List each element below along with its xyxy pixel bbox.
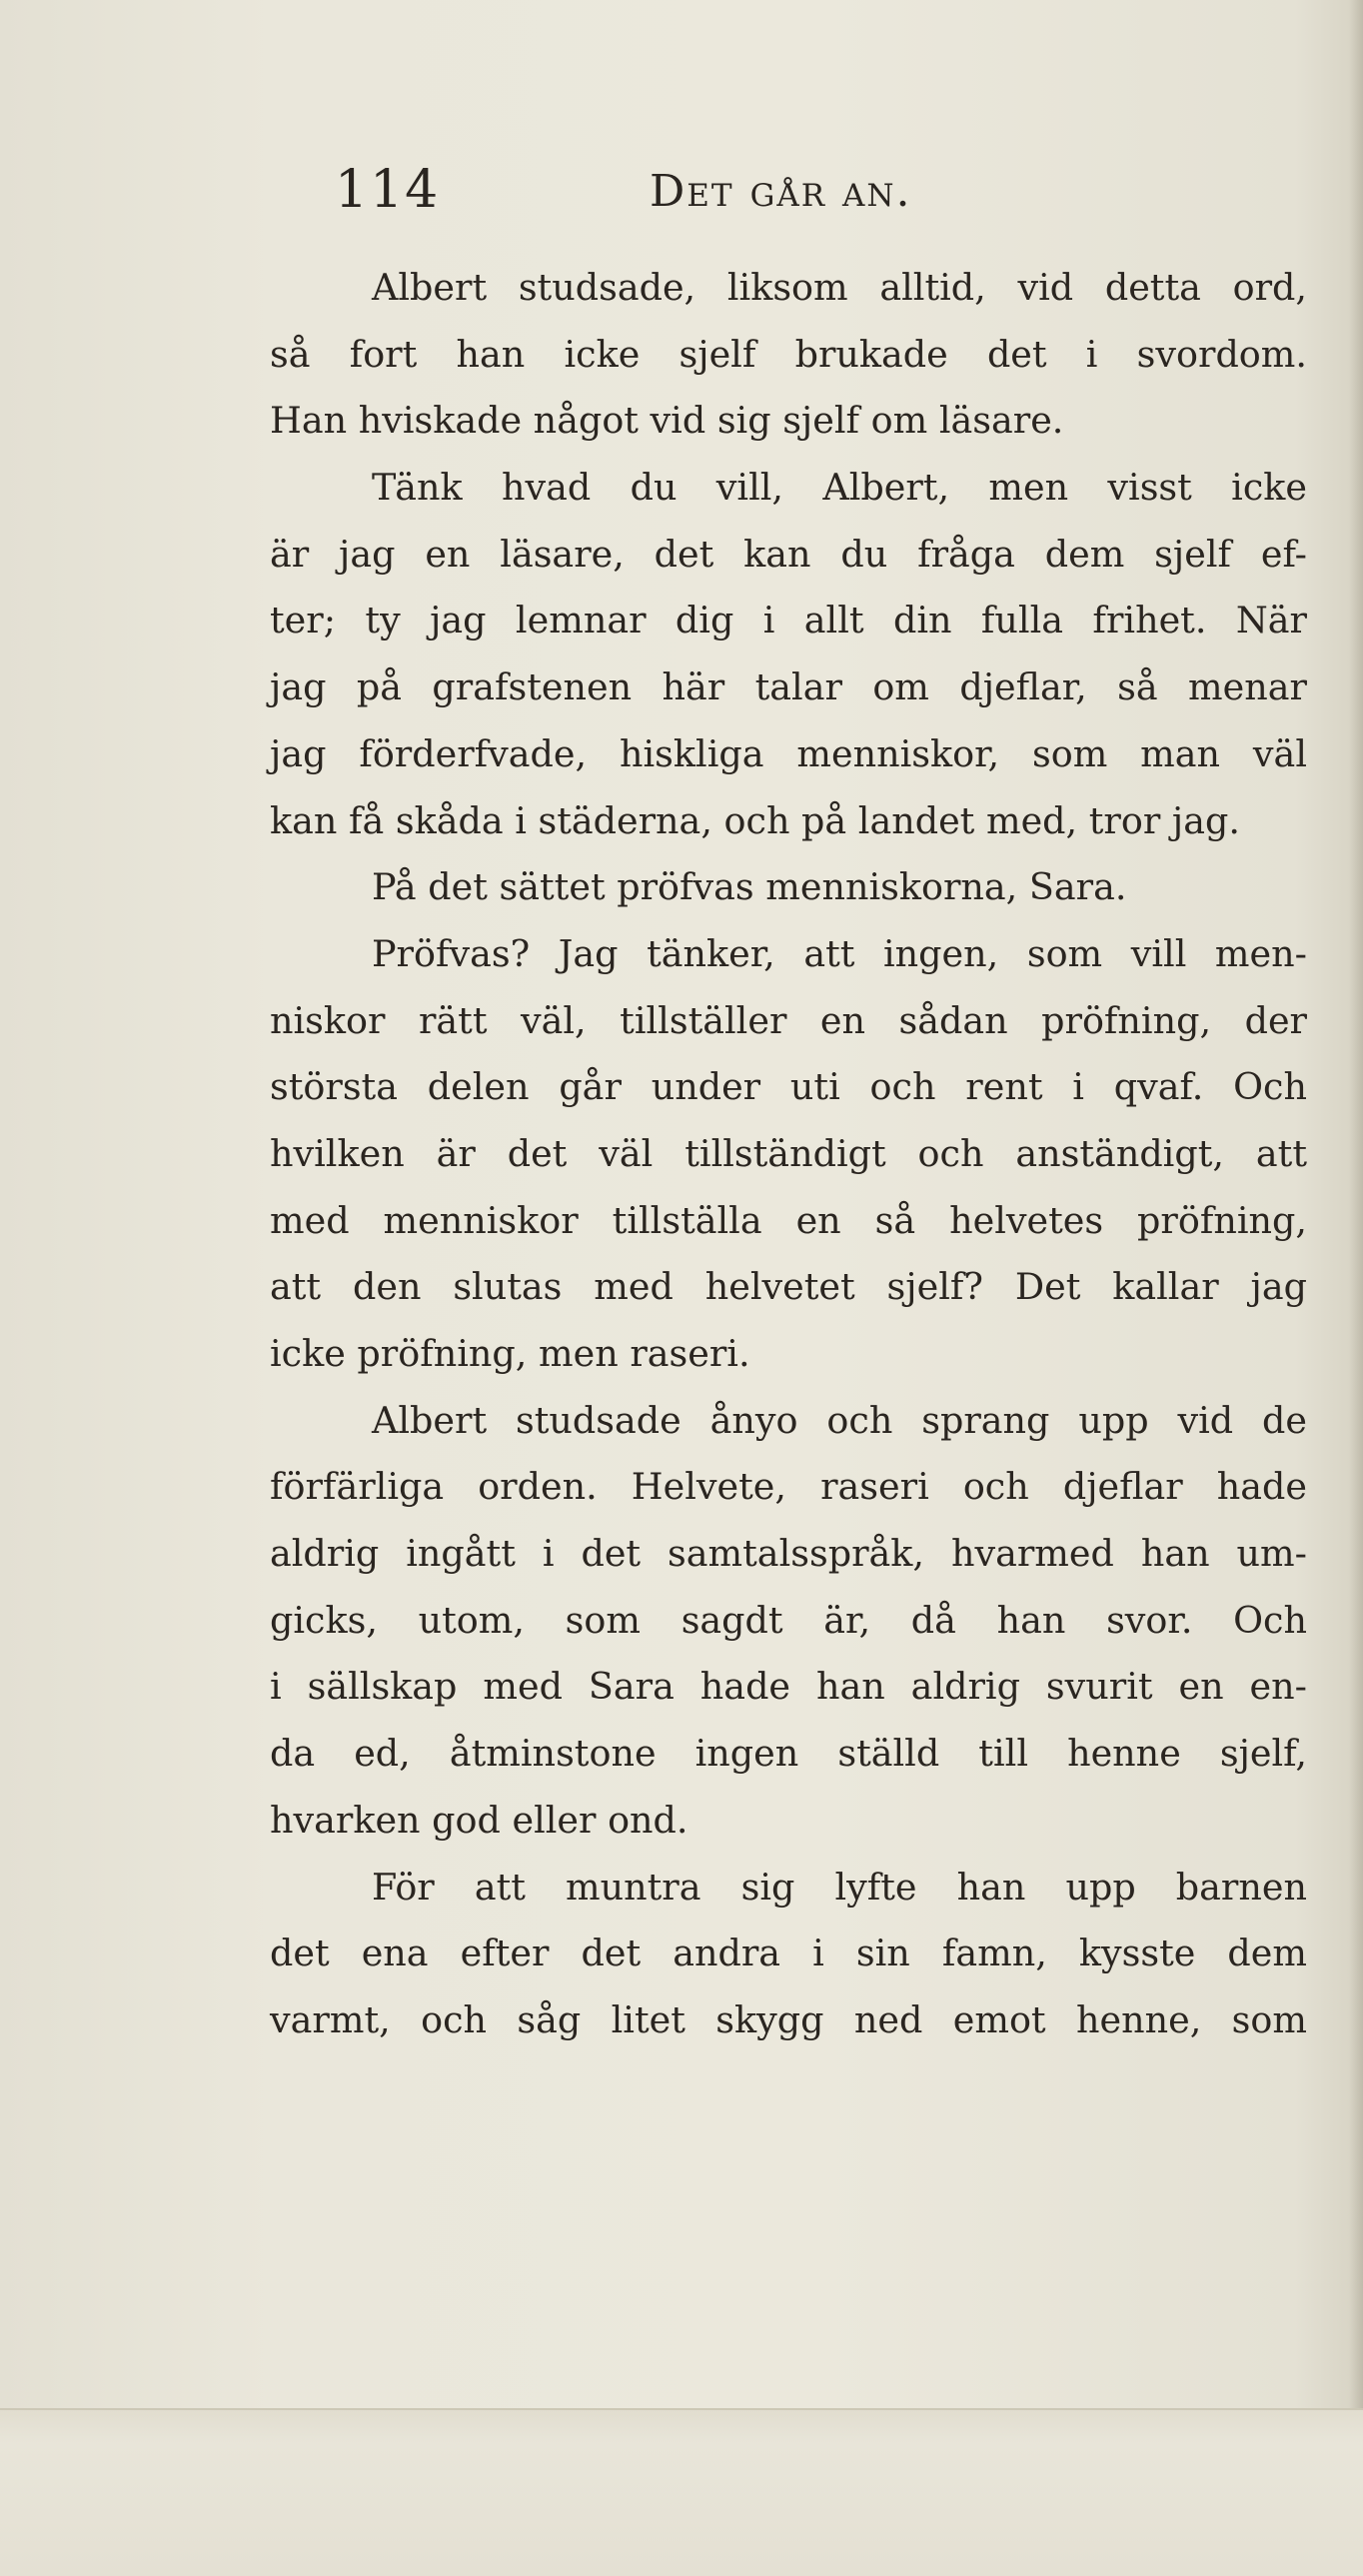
page-bottom-fold <box>0 2408 1363 2576</box>
text-line: Albert studsade ånyo och sprang upp vid de <box>372 1398 1307 1442</box>
text-line: varmt, och såg litet skygg ned emot henne, som <box>270 1997 1307 2041</box>
text-line: icke pröfning, men raseri. <box>270 1332 750 1375</box>
text-line: ter; ty jag lemnar dig i allt din fulla frihet. När <box>270 599 1307 643</box>
text-line: Tänk hvad du vill, Albert, men visst icke <box>372 466 1307 510</box>
text-line: det ena efter det andra i sin famn, kysste dem <box>270 1932 1307 1975</box>
page-number: 114 <box>335 160 441 220</box>
text-line: förfärliga orden. Helvete, raseri och djeflar hade <box>270 1465 1307 1509</box>
text-line: i sällskap med Sara hade han aldrig svurit en en- <box>270 1665 1307 1709</box>
page-edge-shadow <box>1349 0 1363 2574</box>
text-line: att den slutas med helvetet sjelf? Det kallar jag <box>270 1265 1307 1309</box>
text-line: Pröfvas? Jag tänker, att ingen, som vill men- <box>372 931 1307 975</box>
text-line: största delen går under uti och rent i qvaf. Och <box>270 1065 1307 1109</box>
text-line: jag förderfvade, hiskliga menniskor, som man väl <box>270 731 1307 775</box>
text-line: da ed, åtminstone ingen ställd till henne sjelf, <box>270 1732 1307 1776</box>
text-line: kan få skåda i städerna, och på landet med, tror jag. <box>270 798 1240 842</box>
text-line: hvarken god eller ond. <box>270 1798 688 1842</box>
text-line: Han hviskade något vid sig sjelf om läsare. <box>270 399 1064 443</box>
text-line: På det sättet pröfvas menniskorna, Sara. <box>372 865 1127 909</box>
text-line: hvilken är det väl tillständigt och anständigt, att <box>270 1131 1307 1175</box>
text-line: aldrig ingått i det samtalsspråk, hvarmed han um- <box>270 1532 1307 1576</box>
text-line: Albert studsade, liksom alltid, vid detta ord, <box>372 266 1307 309</box>
text-line: gicks, utom, som sagdt är, då han svor. Och <box>270 1598 1307 1642</box>
text-line: är jag en läsare, det kan du fråga dem sjelf ef- <box>270 532 1307 576</box>
text-line: jag på grafstenen här talar om djeflar, så menar <box>270 665 1307 709</box>
page-header <box>335 160 1054 230</box>
text-line: med menniskor tillställa en så helvetes pröfning, <box>270 1198 1307 1242</box>
text-line: niskor rätt väl, tillställer en sådan pröfning, der <box>270 998 1307 1042</box>
text-line: så fort han icke sjelf brukade det i svordom. <box>270 332 1307 376</box>
text-line: För att muntra sig lyfte han upp barnen <box>372 1865 1307 1909</box>
running-title: Det går an. <box>650 166 912 217</box>
body-text <box>270 255 1307 2054</box>
